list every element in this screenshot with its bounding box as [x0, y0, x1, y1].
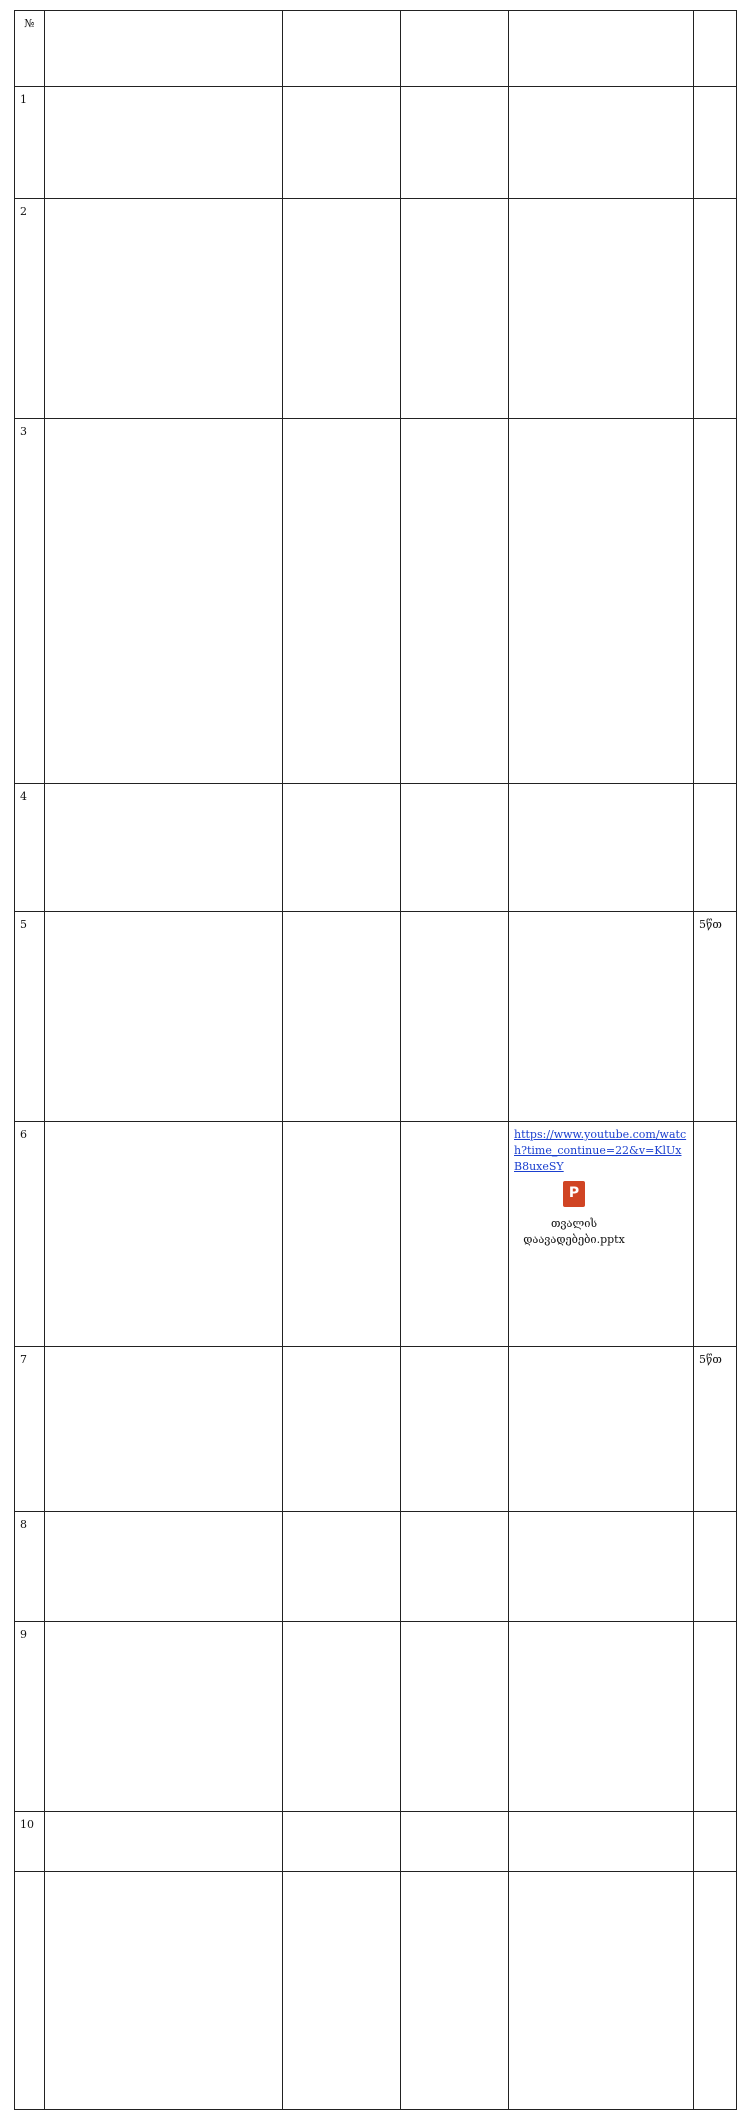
methods-cell: [283, 1122, 401, 1347]
methods-cell: [283, 912, 401, 1122]
form-cell-empty: [401, 1872, 509, 2110]
form-cell: [401, 87, 509, 199]
table-row: [15, 1622, 737, 1812]
header-resources: [509, 11, 694, 87]
form-cell: [401, 1122, 509, 1347]
row-number: 2: [15, 199, 45, 419]
time-cell: 5წთ: [694, 1347, 737, 1512]
form-cell: [401, 784, 509, 912]
table-row: [15, 199, 737, 419]
activity-cell: [45, 199, 283, 419]
table-row: [15, 419, 737, 784]
form-cell: [401, 1347, 509, 1512]
activity-cell: [45, 1347, 283, 1512]
form-cell: [401, 1812, 509, 1872]
methods-cell-empty: [283, 1872, 401, 2110]
activity-cell: [45, 1812, 283, 1872]
form-cell: [401, 199, 509, 419]
row-number: 6: [15, 1122, 45, 1347]
time-cell: [694, 1622, 737, 1812]
table-row: [15, 1122, 737, 1347]
time-cell: [694, 1512, 737, 1622]
time-cell: [694, 1812, 737, 1872]
table-row: [15, 1812, 737, 1872]
methods-cell: [283, 1812, 401, 1872]
file-name: თვალის დაავადებები.pptx: [523, 1217, 625, 1246]
time-cell: 5წთ: [694, 912, 737, 1122]
methods-cell: [283, 419, 401, 784]
methods-cell: [283, 87, 401, 199]
time-cell: [694, 87, 737, 199]
activity-cell: [45, 1872, 283, 2110]
row-number-empty: [15, 1872, 45, 2110]
resources-cell-empty: [509, 1872, 694, 2110]
header-activity: [45, 11, 283, 87]
activity-cell: [45, 912, 283, 1122]
activity-cell: [45, 419, 283, 784]
row-number: 8: [15, 1512, 45, 1622]
table-row: [15, 1347, 737, 1512]
time-cell: [694, 199, 737, 419]
resources-cell: [509, 419, 694, 784]
time-cell: [694, 1122, 737, 1347]
form-cell: [401, 912, 509, 1122]
resources-cell: [509, 1512, 694, 1622]
lesson-plan-table: [14, 10, 737, 2110]
activity-cell: [45, 1512, 283, 1622]
row-number: 4: [15, 784, 45, 912]
table-row: [15, 87, 737, 199]
resources-cell: [509, 1812, 694, 1872]
methods-cell: [283, 199, 401, 419]
row-number: 1: [15, 87, 45, 199]
form-cell: [401, 1512, 509, 1622]
form-cell: [401, 419, 509, 784]
header-form: [401, 11, 509, 87]
activity-cell: [45, 1122, 283, 1347]
resources-cell: [509, 199, 694, 419]
table-row: [15, 1512, 737, 1622]
resources-cell: [509, 784, 694, 912]
methods-cell: [283, 1347, 401, 1512]
row-number: 7: [15, 1347, 45, 1512]
methods-cell: [283, 1622, 401, 1812]
row-number: 5: [15, 912, 45, 1122]
activity-cell: [45, 784, 283, 912]
resources-cell: [509, 912, 694, 1122]
youtube-link[interactable]: https://www.youtube.com/watch?time_continue=22&v=KlUxB8uxeSY: [514, 1128, 687, 1173]
row-number: 9: [15, 1622, 45, 1812]
row-number: 3: [15, 419, 45, 784]
time-cell-empty: [694, 1872, 737, 2110]
attached-file[interactable]: [514, 1181, 634, 1248]
resources-cell: [509, 1622, 694, 1812]
methods-cell: [283, 784, 401, 912]
resources-cell: [509, 1122, 694, 1347]
resources-cell: [509, 1347, 694, 1512]
activity-cell: [45, 1622, 283, 1812]
resources-cell: [509, 87, 694, 199]
time-cell: [694, 419, 737, 784]
methods-cell: [283, 1512, 401, 1622]
form-cell: [401, 1622, 509, 1812]
powerpoint-icon[interactable]: [563, 1181, 585, 1207]
table-row-continuation: [15, 1872, 737, 2110]
table-header-row: [15, 11, 737, 87]
time-cell: [694, 784, 737, 912]
header-number: №: [15, 11, 45, 87]
activity-cell: [45, 87, 283, 199]
table-row: [15, 784, 737, 912]
header-methods: [283, 11, 401, 87]
header-time: [694, 11, 737, 87]
table-row: [15, 912, 737, 1122]
row-number: 10: [15, 1812, 45, 1872]
